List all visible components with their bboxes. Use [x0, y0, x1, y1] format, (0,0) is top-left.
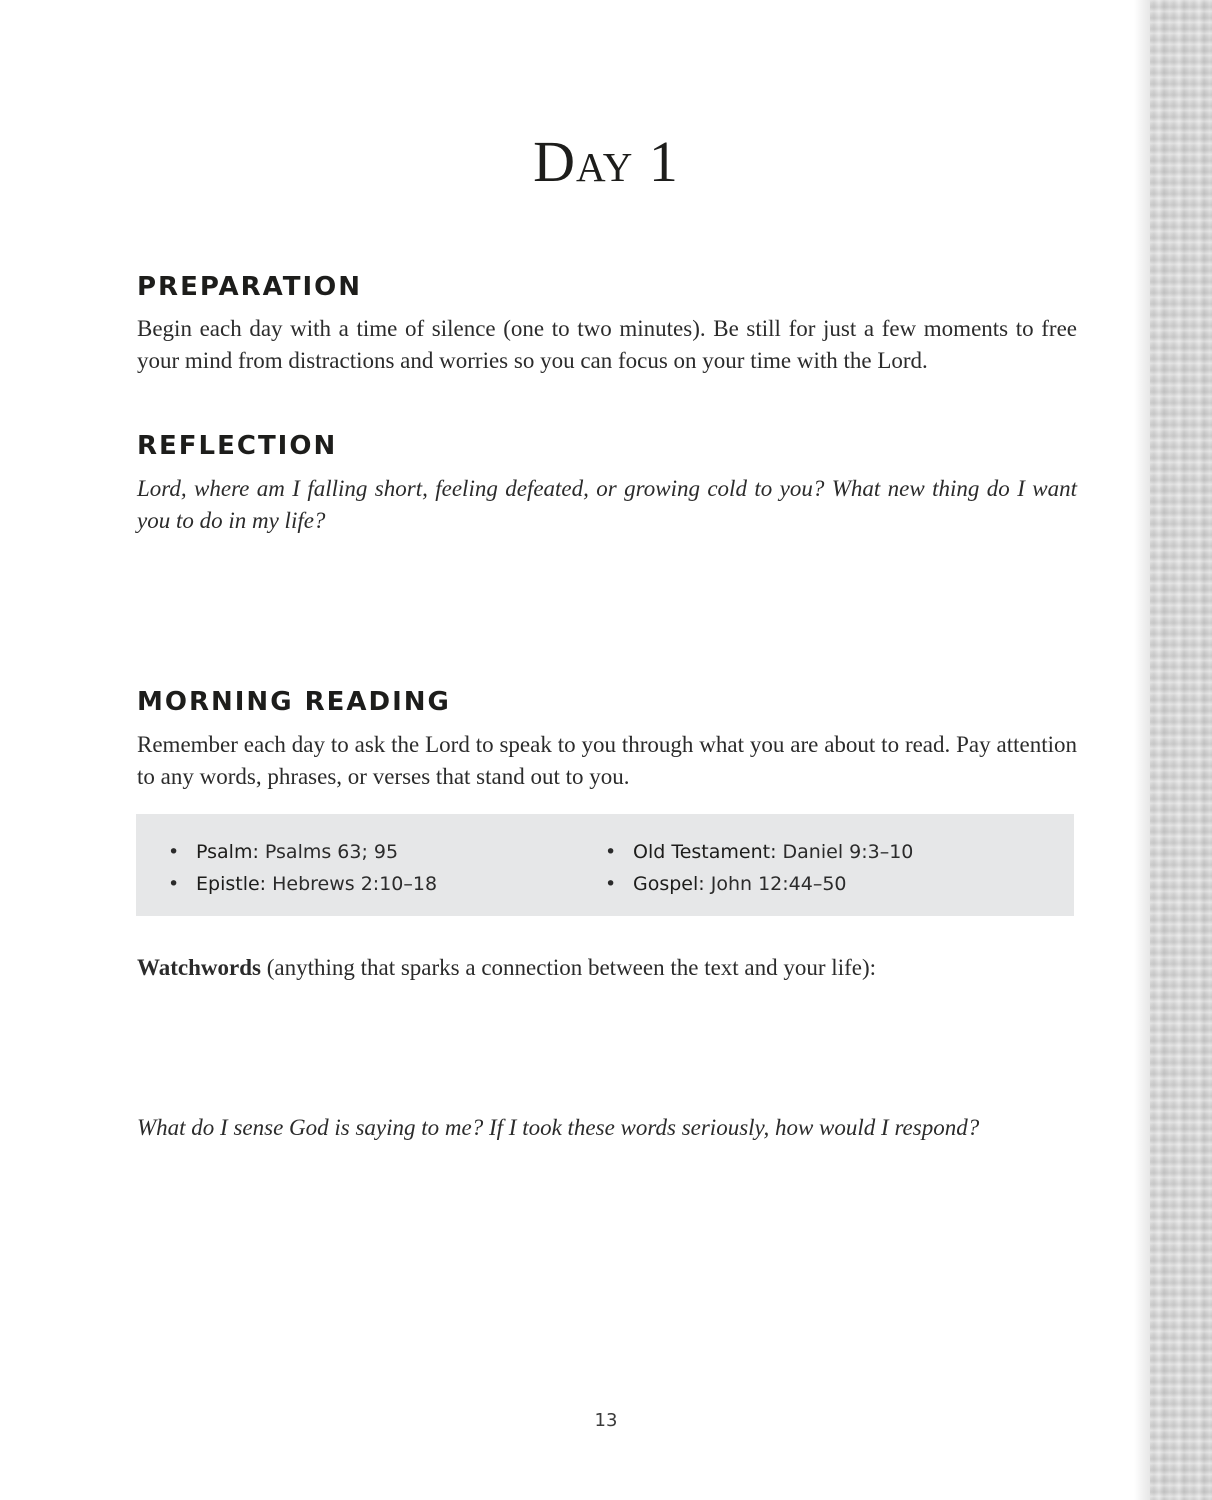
reflection-text: Lord, where am I falling short, feeling defeated, or growing cold to you? What new thing do I want you to do in my life?	[137, 476, 1077, 533]
reading-value: Psalms 63; 95	[264, 841, 399, 863]
preparation-text: Begin each day with a time of silence (one to two minutes). Be still for just a few moments to free your mind from distractions and worries so you can focus on your time with the Lord.	[137, 316, 1077, 373]
reading-label: Gospel:	[633, 873, 705, 895]
reading-column-right	[573, 836, 913, 900]
reading-item-old-testament	[573, 836, 913, 868]
page-edge-texture	[1150, 0, 1212, 1500]
morning-reading-heading: MORNING READING	[137, 687, 451, 717]
reading-item-gospel	[573, 868, 913, 900]
preparation-heading: PREPARATION	[137, 272, 363, 302]
watchwords-label: Watchwords	[137, 955, 261, 980]
bullet-icon: •	[605, 841, 617, 863]
reading-column-left	[136, 836, 437, 900]
bullet-icon: •	[605, 873, 617, 895]
morning-reading-text: Remember each day to ask the Lord to speak to you through what you are about to read. Pay attention to any words, phrases, or verses that stand out to you.	[137, 732, 1077, 789]
reading-label: Epistle:	[196, 873, 267, 895]
page-edge-shadow	[1134, 0, 1150, 1500]
bullet-icon: •	[168, 841, 180, 863]
reading-list-box	[136, 814, 1074, 916]
reflection-heading: REFLECTION	[137, 431, 338, 461]
watchwords-line	[137, 952, 1077, 984]
reading-value: Daniel 9:3–10	[782, 841, 914, 863]
reading-value: John 12:44–50	[710, 873, 847, 895]
page-number: 13	[594, 1410, 618, 1431]
reading-value: Hebrews 2:10–18	[272, 873, 438, 895]
page-title: Day 1	[533, 129, 679, 194]
reading-item-epistle	[136, 868, 437, 900]
watchwords-text: (anything that sparks a connection between the text and your life):	[266, 955, 877, 980]
reading-label: Psalm:	[196, 841, 259, 863]
bullet-icon: •	[168, 873, 180, 895]
reading-label: Old Testament:	[633, 841, 777, 863]
reading-item-psalm	[136, 836, 437, 868]
response-prompt: What do I sense God is saying to me? If I took these words seriously, how would I respond?	[137, 1115, 980, 1140]
